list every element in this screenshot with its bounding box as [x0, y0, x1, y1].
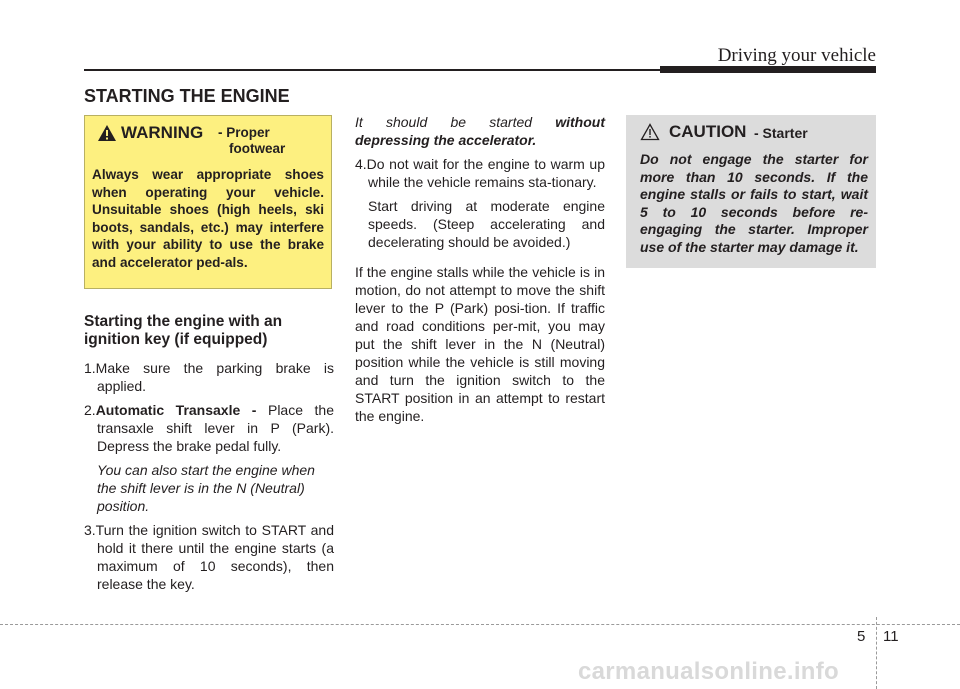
- continuation-italic: It should be started: [355, 114, 556, 130]
- caution-triangle-icon: [640, 123, 660, 141]
- warning-label: WARNING: [121, 123, 204, 142]
- step-3-continuation: [355, 113, 605, 149]
- caution-subtitle: - Starter: [754, 125, 808, 141]
- warning-box: [84, 115, 332, 289]
- header-rule: [84, 69, 660, 71]
- warning-subtitle: - Proper: [218, 125, 270, 140]
- stall-paragraph: If the engine stalls while the vehicle is in motion, do not attempt to move the shift lever to the P (Park) posi-tion. If traffic and road conditions per-mit, you may put the shift lever in the N (Neutral) position while the vehicle is still moving and turn the ignition switch to the START position in an attempt to restart the engine.: [355, 264, 605, 424]
- subheading: Starting the engine with an ignition key (if equipped): [84, 313, 283, 348]
- step-2-text: Place the transaxle shift lever in P (Park). Depress the brake pedal fully.: [97, 402, 334, 454]
- middle-column: [355, 113, 605, 425]
- caution-box: [626, 115, 876, 268]
- header-rule-accent: [660, 66, 876, 73]
- step-1: 1.Make sure the parking brake is applied.: [84, 360, 334, 394]
- chapter-number: 5: [857, 628, 866, 645]
- caution-body: Do not engage the starter for more than 10 seconds. If the engine stalls or fails to start, wait 5 to 10 seconds before re-engaging the starter. Improper use of the starter may damage it.: [640, 151, 868, 255]
- watermark: carmanualsonline.info: [578, 658, 840, 685]
- page-header-title: Driving your vehicle: [717, 45, 876, 66]
- warning-body: Always wear appropriate shoes when operating your vehicle. Unsuitable shoes (high heels, ski boots, sandals, etc.) may interfere with your ability to use the brake and accelerator ped-als.: [92, 167, 324, 270]
- step-2-label: Automatic Transaxle -: [95, 402, 268, 418]
- caution-label: CAUTION: [669, 122, 747, 141]
- warning-triangle-icon: [97, 124, 117, 142]
- page-number: 11: [883, 628, 899, 645]
- continuation-bold: without depressing the accelerator.: [355, 114, 605, 148]
- step-3: 3.Turn the ignition switch to START and hold it there until the engine starts (a maximum of 10 seconds), then release the key.: [84, 522, 334, 592]
- step-4-continuation: Start driving at moderate engine speeds. (Steep accelerating and decelerating should be avoided.): [368, 198, 605, 250]
- section-title: STARTING THE ENGINE: [84, 86, 290, 106]
- step-2: [84, 401, 334, 455]
- step-2-note: You can also start the engine when the shift lever is in the N (Neutral) position.: [97, 462, 315, 514]
- step-4: 4.Do not wait for the engine to warm up while the vehicle remains sta-tionary.: [355, 156, 605, 190]
- warning-subtitle-cont: footwear: [229, 141, 286, 156]
- footer-divider: [876, 617, 877, 689]
- footer-rule: [0, 624, 960, 625]
- step-2-number: 2.: [84, 402, 96, 418]
- left-column: [84, 313, 334, 599]
